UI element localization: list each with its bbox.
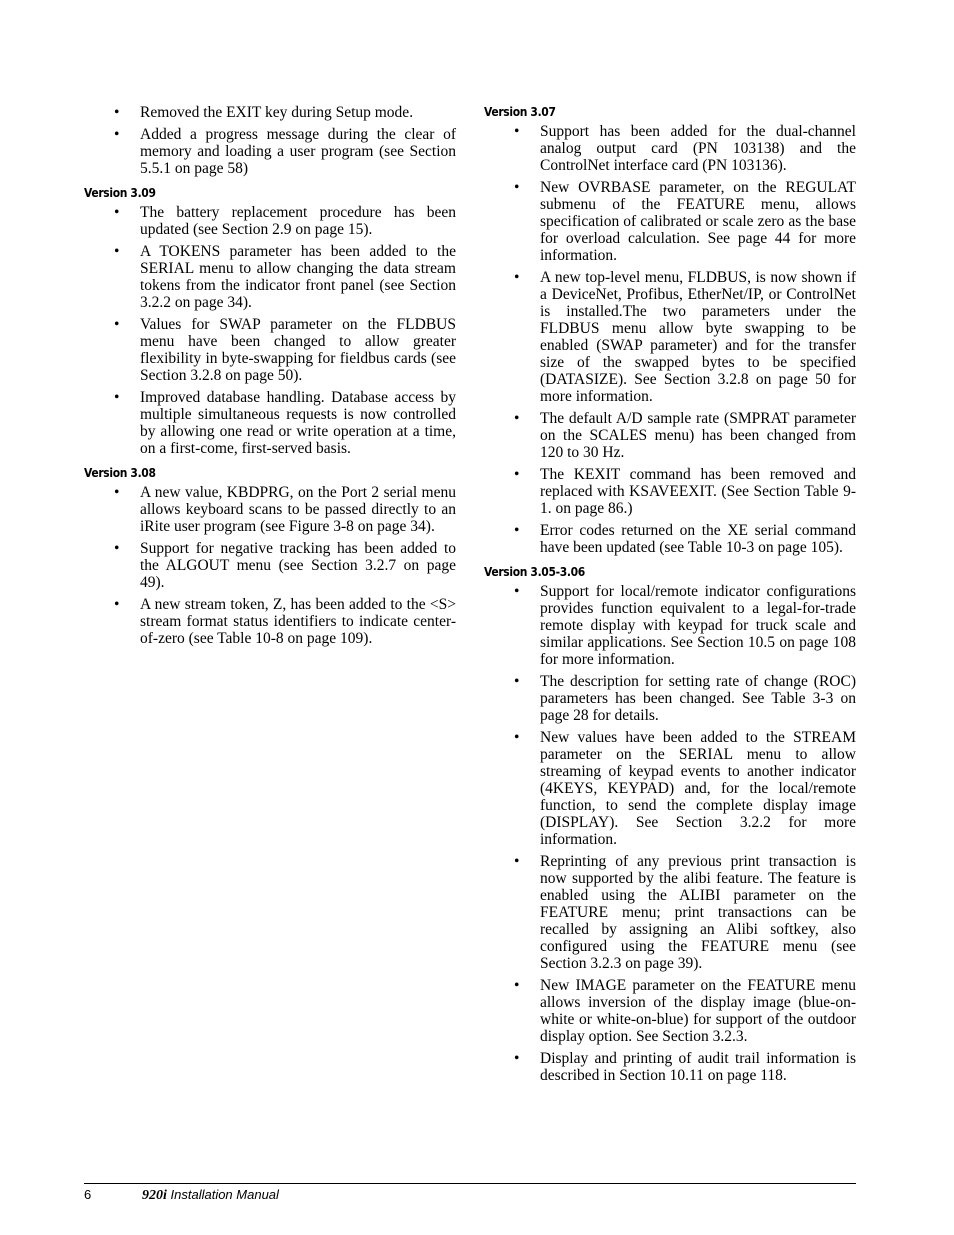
left-column xyxy=(84,104,456,652)
bullet-icon: • xyxy=(114,204,120,221)
list-item: • A TOKENS parameter has been added to the SERIAL menu to allow changing the data stream tokens from the indicator front panel (see Section 3.2.2 on page 34). xyxy=(114,243,456,311)
manual-title xyxy=(142,1187,279,1204)
bullet-icon: • xyxy=(514,853,520,870)
intro-list xyxy=(84,104,456,177)
list-item: • Values for SWAP parameter on the FLDBUS menu have been changed to allow greater flexibility in byte-swapping for fieldbus cards (see Section 3.2.8 on page 50). xyxy=(114,316,456,384)
bullet-icon: • xyxy=(114,316,120,333)
manual-name: Installation Manual xyxy=(170,1187,279,1202)
bullet-icon: • xyxy=(514,410,520,427)
list-item: • Added a progress message during the clear of memory and loading a user program (see Section 5.5.1 on page 58) xyxy=(114,126,456,177)
list-item: • New values have been added to the STREAM parameter on the SERIAL menu to allow streaming of keypad events to another indicator (4KEYS, KEYPAD) and, for the local/remote function, to send the complete display image (DISPLAY). See Section 3.2.2 for more information. xyxy=(514,729,856,848)
section-heading: Version 3.08 xyxy=(84,465,156,480)
list-item: • A new top-level menu, FLDBUS, is now shown if a DeviceNet, Profibus, EtherNet/IP, or ControlNet is installed.The two parameters under the FLDBUS menu allow byte swapping to be enabled (SWAP parameter) and for the transfer size of the swapped bytes to be specified (DATASIZE). See Section 3.2.8 on page 50 for more information. xyxy=(514,269,856,405)
bullet-icon: • xyxy=(514,583,520,600)
bullet-icon: • xyxy=(514,179,520,196)
list-item: • Improved database handling. Database access by multiple simultaneous requests is now controlled by allowing one read or write operation at a time, on a first-come, first-served basis. xyxy=(114,389,456,457)
bullet-icon: • xyxy=(514,977,520,994)
list-item: • Error codes returned on the XE serial command have been updated (see Table 10-3 on page 105). xyxy=(514,522,856,556)
section-list xyxy=(84,204,456,457)
bullet-icon: • xyxy=(114,596,120,613)
bullet-icon: • xyxy=(114,104,120,121)
list-item: • Support for local/remote indicator configurations provides function equivalent to a legal-for-trade remote display with keypad for truck scale and similar applications. See Section 10.5 on page 108 for more information. xyxy=(514,583,856,668)
bullet-icon: • xyxy=(514,522,520,539)
bullet-icon: • xyxy=(514,673,520,690)
page-number: 6 xyxy=(84,1187,92,1202)
section-heading: Version 3.05-3.06 xyxy=(484,564,585,579)
bullet-icon: • xyxy=(114,389,120,406)
list-item: • Reprinting of any previous print transaction is now supported by the alibi feature. The feature is enabled using the ALIBI parameter on the FEATURE menu; print transactions can be recalled by assigning an Alibi softkey, also configured using the FEATURE menu (see Section 3.2.3 on page 39). xyxy=(514,853,856,972)
section-list xyxy=(484,123,856,556)
bullet-icon: • xyxy=(114,126,120,143)
list-item: • New IMAGE parameter on the FEATURE menu allows inversion of the display image (blue-on-white or white-on-blue) for support of the outdoor display option. See Section 3.2.3. xyxy=(514,977,856,1045)
model-name: 920i xyxy=(142,1188,167,1203)
bullet-icon: • xyxy=(114,243,120,260)
bullet-icon: • xyxy=(514,269,520,286)
list-item: • New OVRBASE parameter, on the REGULAT submenu of the FEATURE menu, allows specification of calibrated or scale zero as the base for overload calculation. See page 44 for more information. xyxy=(514,179,856,264)
list-item: • The KEXIT command has been removed and replaced with KSAVEEXIT. (See Section Table 9-1. on page 86.) xyxy=(514,466,856,517)
bullet-icon: • xyxy=(114,484,120,501)
bullet-icon: • xyxy=(514,466,520,483)
list-item: • Support has been added for the dual-channel analog output card (PN 103138) and the ControlNet interface card (PN 103136). xyxy=(514,123,856,174)
list-item: • A new stream token, Z, has been added to the <S> stream format status identifiers to indicate center-of-zero (see Table 10-8 on page 109). xyxy=(114,596,456,647)
bullet-icon: • xyxy=(114,540,120,557)
section-list xyxy=(84,484,456,647)
list-item: • A new value, KBDPRG, on the Port 2 serial menu allows keyboard scans to be passed directly to an iRite user program (see Figure 3-8 on page 34). xyxy=(114,484,456,535)
section-heading: Version 3.09 xyxy=(84,185,156,200)
section-heading: Version 3.07 xyxy=(484,104,556,119)
section-list xyxy=(484,583,856,1084)
footer-divider xyxy=(84,1183,856,1184)
bullet-icon: • xyxy=(514,123,520,140)
list-item: • Display and printing of audit trail information is described in Section 10.11 on page 118. xyxy=(514,1050,856,1084)
list-item: • The battery replacement procedure has been updated (see Section 2.9 on page 15). xyxy=(114,204,456,238)
bullet-icon: • xyxy=(514,1050,520,1067)
list-item: • Removed the EXIT key during Setup mode. xyxy=(114,104,414,121)
list-item: • Support for negative tracking has been added to the ALGOUT menu (see Section 3.2.7 on page 49). xyxy=(114,540,456,591)
right-column xyxy=(484,104,856,1089)
bullet-icon: • xyxy=(514,729,520,746)
list-item: • The default A/D sample rate (SMPRAT parameter on the SCALES menu) has been changed from 120 to 30 Hz. xyxy=(514,410,856,461)
list-item: • The description for setting rate of change (ROC) parameters has been changed. See Table 3-3 on page 28 for details. xyxy=(514,673,856,724)
